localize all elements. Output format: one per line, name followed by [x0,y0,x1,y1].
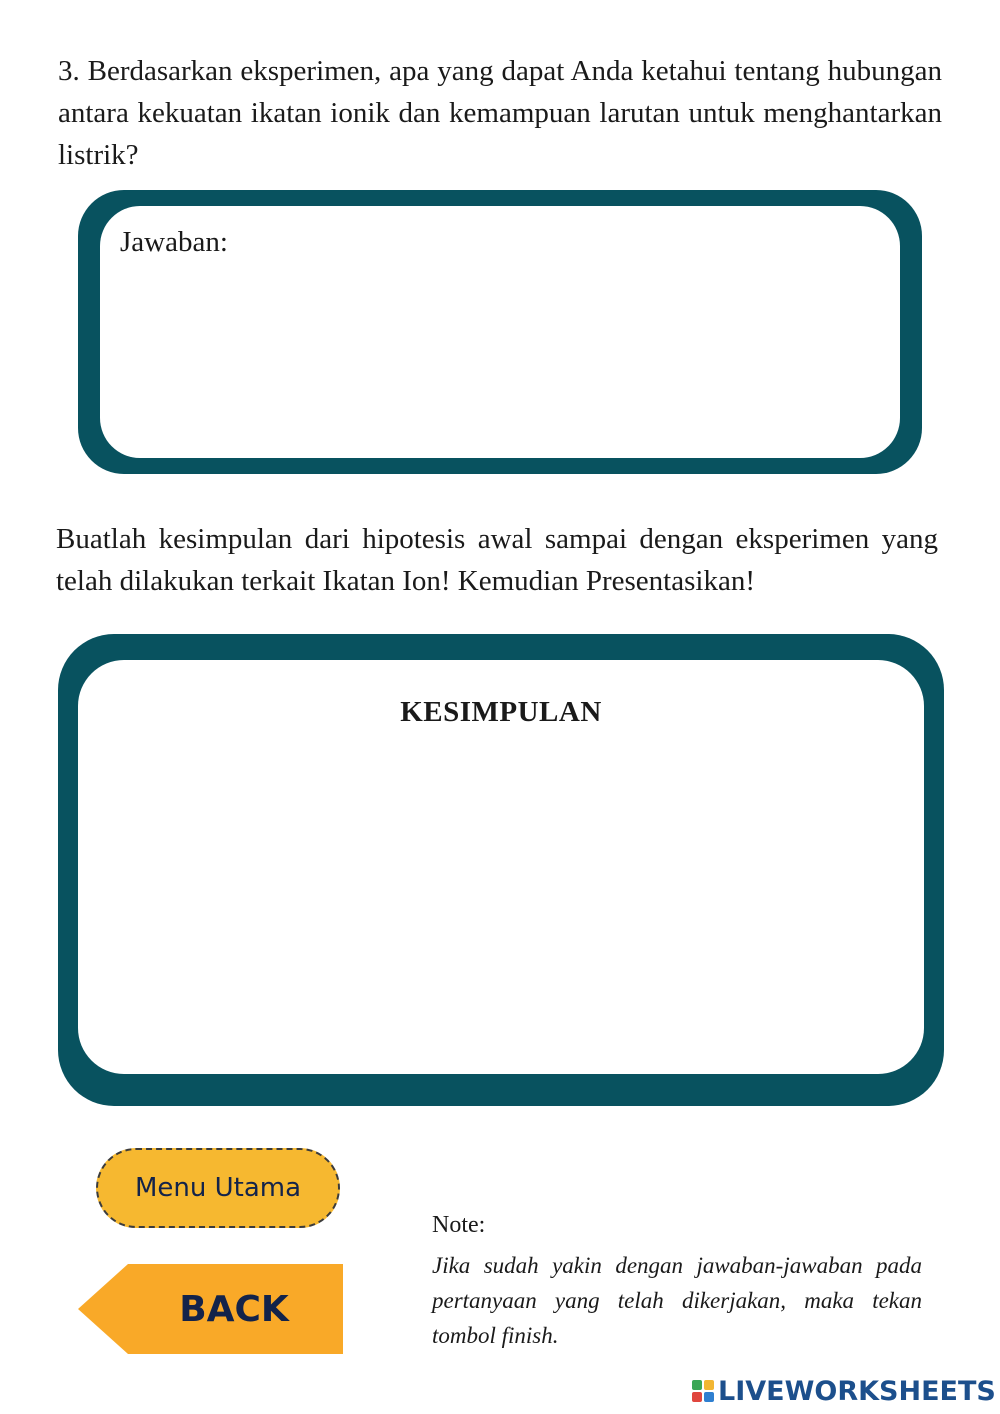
liveworksheets-logo [692,1374,996,1408]
back-label: BACK [179,1288,289,1330]
back-button[interactable] [78,1264,343,1354]
menu-utama-label: Menu Utama [134,1173,302,1203]
note-title: Note: [432,1212,486,1238]
liveworksheets-mark-icon [692,1380,714,1402]
note-body: Jika sudah yakin dengan jawaban-jawaban pada pertanyaan yang telah dikerjakan, maka tekan tombol finish. [432,1253,922,1348]
conclusion-box [78,660,924,1074]
answer-box-frame [78,190,922,474]
liveworksheets-text: LIVEWORKSHEETS [718,1375,996,1407]
conclusion-box-frame [58,634,944,1106]
menu-utama-button[interactable] [96,1148,340,1228]
conclusion-title: KESIMPULAN [400,696,602,728]
question-text: 3. Berdasarkan eksperimen, apa yang dapat Anda ketahui tentang hubungan antara kekuatan ikatan ionik dan kemampuan larutan untuk menghantarkan listrik? [58,55,942,171]
answer-box [100,206,900,458]
answer-input[interactable] [120,272,880,442]
conclusion-input[interactable] [102,744,900,1054]
instruction-text: Buatlah kesimpulan dari hipotesis awal sampai dengan eksperimen yang telah dilakukan terkait Ikatan Ion! Kemudian Presentasikan! [56,523,938,597]
answer-label: Jawaban: [120,226,228,258]
